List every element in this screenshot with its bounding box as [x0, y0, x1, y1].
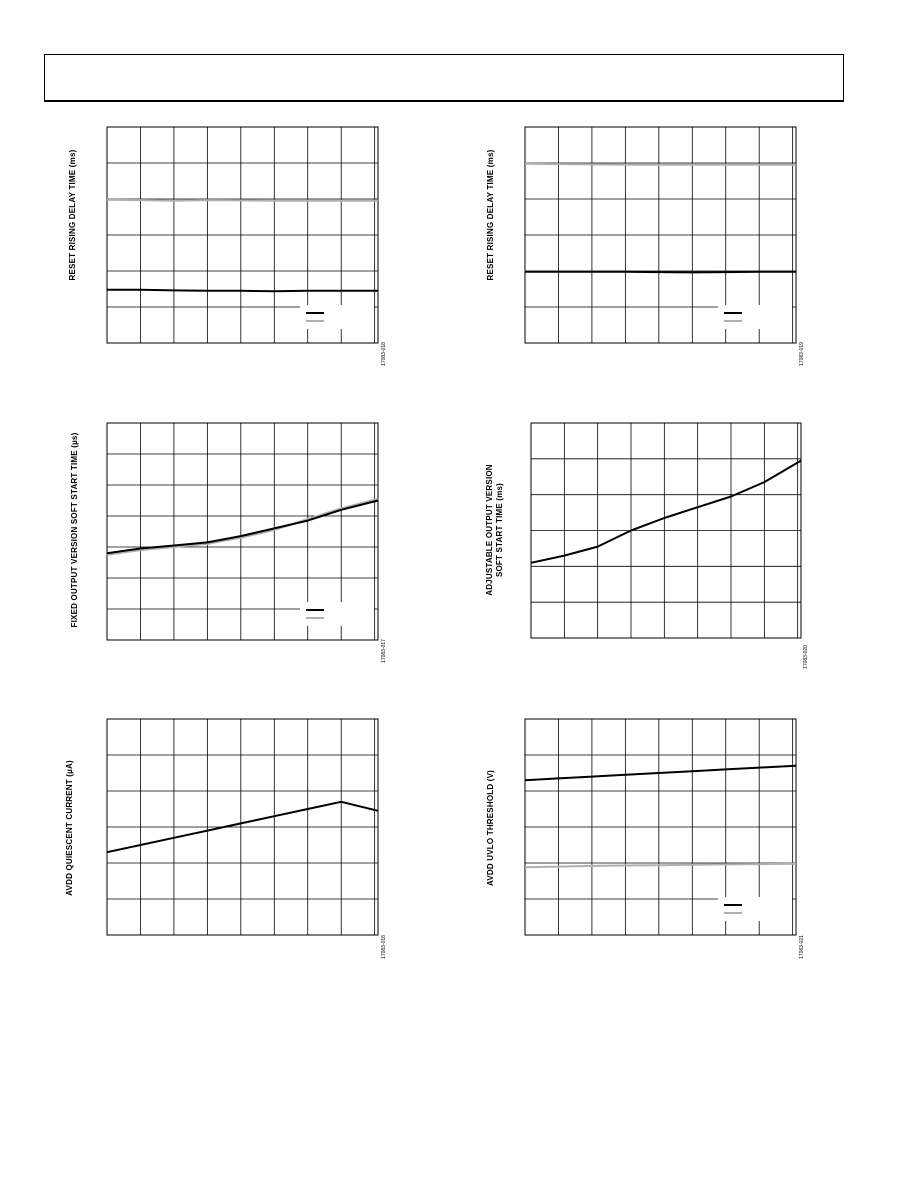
figure-id: 17083-019 — [798, 342, 805, 366]
figure-id: 17083-018 — [380, 342, 387, 366]
legend-box — [718, 897, 792, 921]
y-axis-label: AVDD UVLO THRESHOLD (V) — [486, 770, 495, 887]
figure-id: 17083-017 — [380, 639, 387, 663]
series-line-0 — [525, 766, 796, 780]
figure-id: 17083-018 — [380, 935, 387, 959]
y-axis-label-line-1: ADJUSTABLE OUTPUT VERSION — [485, 464, 494, 596]
y-axis-label: RESET RISING DELAY TIME (ms) — [68, 149, 77, 281]
legend — [718, 897, 792, 921]
y-axis-label: FIXED OUTPUT VERSION SOFT START TIME (µs) — [70, 432, 79, 628]
figure-id: 17083-020 — [802, 645, 809, 669]
y-axis-label: AVDD QUIESCENT CURRENT (µA) — [65, 760, 74, 896]
y-axis-label-line-2: SOFT START TIME (ms) — [495, 482, 504, 578]
series-line-1 — [525, 864, 796, 868]
figure-id: 17083-021 — [798, 935, 805, 959]
y-axis-label: RESET RISING DELAY TIME (ms) — [486, 149, 495, 281]
